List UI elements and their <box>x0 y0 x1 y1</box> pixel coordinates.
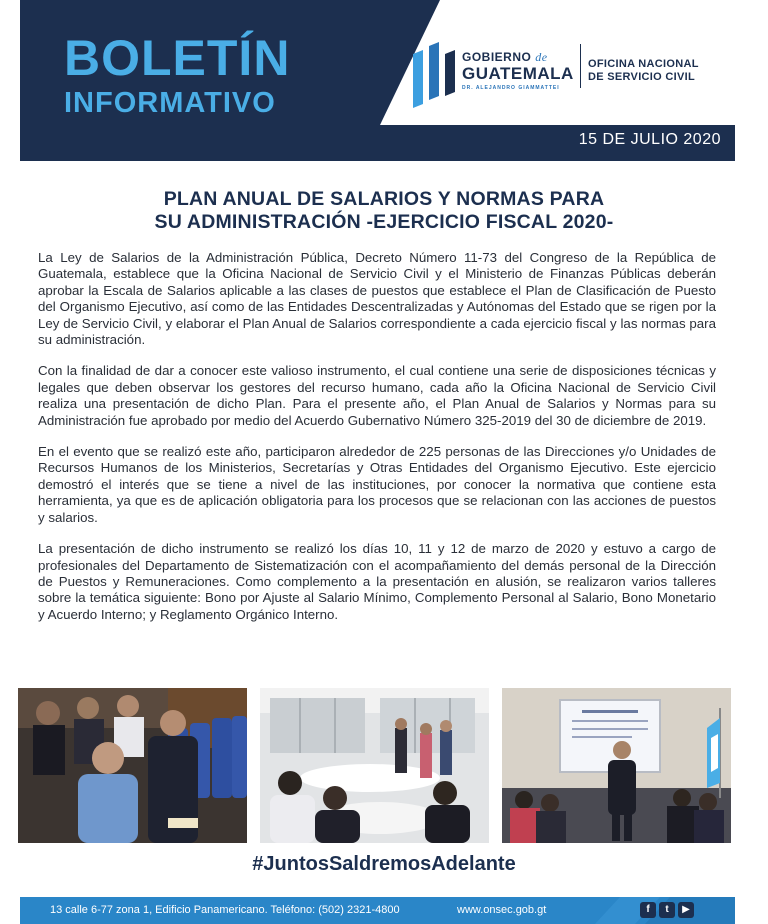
logo-divider <box>580 44 581 88</box>
headline-line-2: SU ADMINISTRACIÓN -EJERCICIO FISCAL 2020- <box>154 211 614 233</box>
gov-top-text: GOBIERNO <box>462 50 532 64</box>
title-line-2: INFORMATIVO <box>64 87 276 119</box>
youtube-icon[interactable]: ▶ <box>678 902 694 918</box>
article-headline <box>60 188 708 234</box>
gov-de-text: de <box>535 50 548 64</box>
photo-audience-closeup <box>18 688 247 843</box>
onsec-name <box>588 58 699 84</box>
event-photos <box>18 688 731 843</box>
gov-president-text: DR. ALEJANDRO GIAMMATTEI <box>462 85 560 91</box>
headline-line-1: PLAN ANUAL DE SALARIOS Y NORMAS PARA <box>163 188 605 210</box>
footer-address: 13 calle 6-77 zona 1, Edificio Panamericano. Teléfono: (502) 2321-4800 <box>50 904 400 916</box>
onsec-line-1: OFICINA NACIONAL <box>588 58 699 70</box>
bulletin-title <box>64 32 290 120</box>
title-line-1: BOLETÍN <box>64 30 291 86</box>
bulletin-footer <box>20 897 735 924</box>
onsec-line-2: DE SERVICIO CIVIL <box>588 71 695 83</box>
paragraph-1: La Ley de Salarios de la Administración Pública, Decreto Número 11-73 del Congreso de la República de Guatemala, establece que la Oficina Nacional de Servicio Civil y el Ministerio de Finanzas Públicas deberán aprobar la Escala de Salarios aplicable a las clases de puestos que establece el Plan de Clasificación de Puesto del Organismo Ejecutivo, así como de las Entidades Descentralizadas y Autónomas del Estado que se rigen por la Ley de Servicio Civil, y elaborar el Plan Anual de Salarios correspondiente a cada ejercicio fiscal y las normas para su administración. <box>38 250 716 348</box>
twitter-icon[interactable]: t <box>659 902 675 918</box>
bulletin-date: 15 DE JULIO 2020 <box>578 131 721 148</box>
gov-country-text: GUATEMALA <box>462 64 574 83</box>
government-wordmark <box>462 50 574 91</box>
article-body <box>38 250 716 638</box>
government-logo-icon <box>413 42 455 108</box>
photo-presenter <box>502 688 731 843</box>
campaign-hashtag: #JuntosSaldremosAdelante <box>252 853 516 875</box>
paragraph-2: Con la finalidad de dar a conocer este valioso instrumento, el cual contiene una serie de disposiciones técnicas y legales que deben observar los gestores del recurso humano, cada año la Oficina Nacional de Servicio Civil realiza una presentación de dicho Plan. Para el presente año, el Plan Anual de Salarios y Normas para su Administración fue aprobado por medio del Acuerdo Gubernativo Número 325-2019 del 30 de diciembre de 2019. <box>38 363 716 428</box>
footer-website-link[interactable]: www.onsec.gob.gt <box>457 904 547 916</box>
paragraph-3: En el evento que se realizó este año, participaron alrededor de 225 personas de las Direcciones y/o Unidades de Recursos Humanos de los Ministerios, Secretarías y Otras Entidades del Organismo Ejecutivo. Este ejercicio demostró el interés que se tiene a nivel de las instituciones, por conocer la normativa que contiene esta herramienta, ya que es de aplicación obligatoria para los procesos que se relacionan con las acciones de puestos y salarios. <box>38 444 716 525</box>
photo-workshop-room <box>260 688 489 843</box>
bulletin-header <box>20 0 735 161</box>
facebook-icon[interactable]: f <box>640 902 656 918</box>
paragraph-4: La presentación de dicho instrumento se realizó los días 10, 11 y 12 de marzo de 2020 y estuvo a cargo de profesionales del Departamento de Sistematización con el acompañamiento del demás personal de la Dirección de Puestos y Remuneraciones. Como complemento a la presentación en alusión, se realizaron varios talleres sobre la temática siguiente: Bono por Ajuste al Salario Mínimo, Complemento Personal al Salario, Bono Monetario y Acuerdo Interno; y Reglamento Orgánico Interno. <box>38 541 716 622</box>
